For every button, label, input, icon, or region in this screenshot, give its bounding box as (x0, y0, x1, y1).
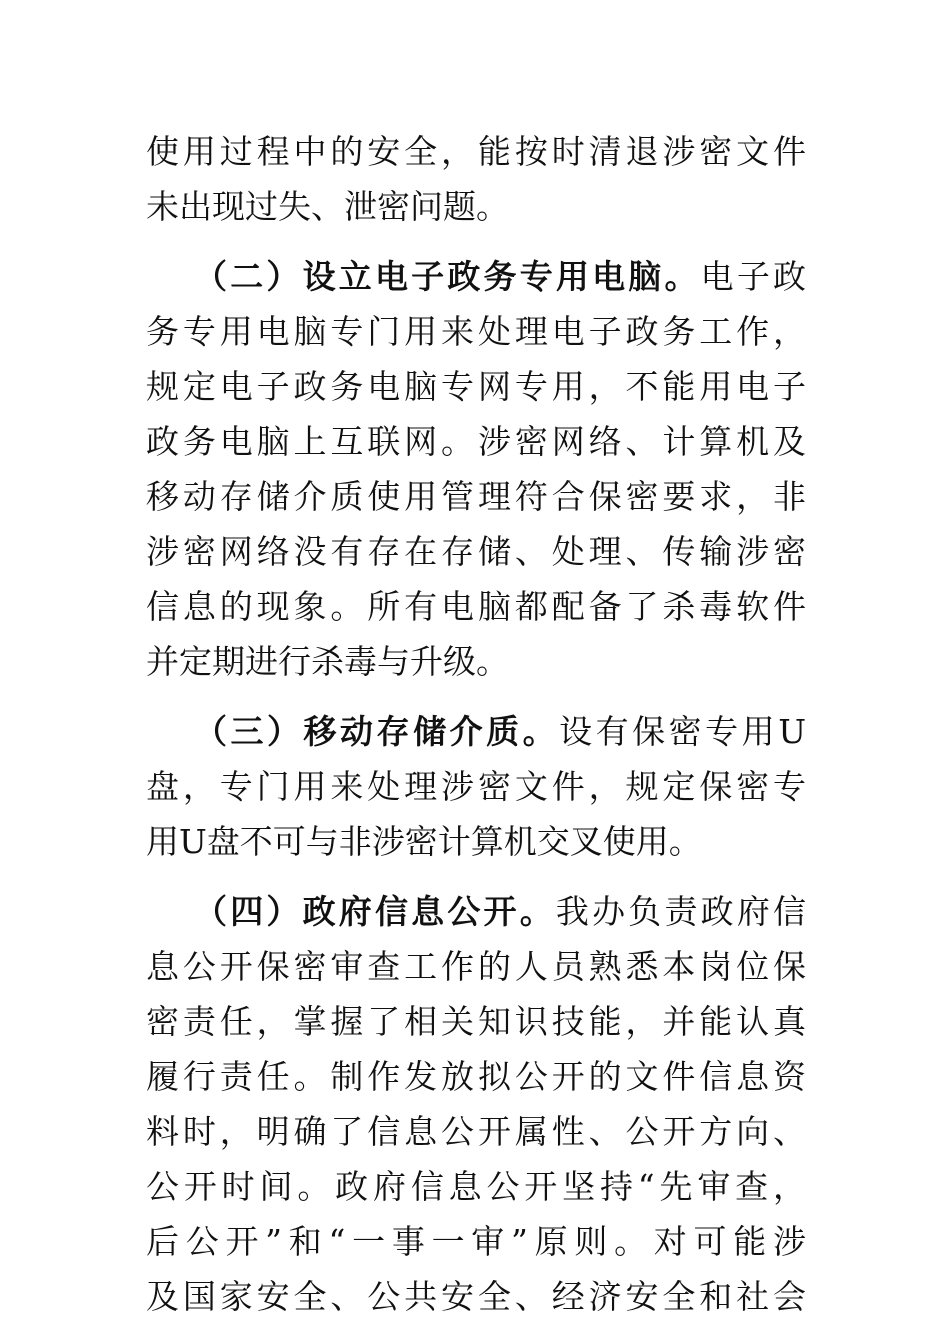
text-span: 设有保密专用U (559, 712, 806, 751)
text-line: 未出现过失、泄密问题。 (146, 187, 509, 226)
paragraph-first-line (146, 884, 806, 939)
text-line: 公开时间。政府信息公开坚持“先审查， (146, 1167, 806, 1206)
paragraph-info-disclosure (146, 884, 806, 1324)
text-line: 政务电脑上互联网。涉密网络、计算机及 (146, 422, 806, 461)
section-heading: （四）政府信息公开。 (194, 892, 556, 931)
text-line: 盘，专门用来处理涉密文件，规定保密专 (146, 767, 806, 806)
text-line: 及国家安全、公共安全、经济安全和社会 (146, 1277, 806, 1316)
paragraph-computers (146, 249, 806, 689)
document-page (146, 124, 806, 1324)
paragraph-first-line (146, 704, 806, 759)
paragraph-continuation (146, 124, 806, 234)
text-line: 履行责任。制作发放拟公开的文件信息资 (146, 1057, 806, 1096)
paragraph-storage-media (146, 704, 806, 869)
text-line: 使用过程中的安全，能按时清退涉密文件 (146, 132, 806, 171)
text-span: 电子政 (700, 257, 806, 296)
text-line: 密责任，掌握了相关知识技能，并能认真 (146, 1002, 806, 1041)
paragraph-first-line (146, 249, 806, 304)
text-span: 我办负责政府信 (555, 892, 806, 931)
text-line: 信息的现象。所有电脑都配备了杀毒软件 (146, 587, 806, 626)
text-line: 料时，明确了信息公开属性、公开方向、 (146, 1112, 806, 1151)
section-heading: （三）移动存储介质。 (194, 712, 560, 751)
text-line: 用U盘不可与非涉密计算机交叉使用。 (146, 822, 702, 861)
text-line: 规定电子政务电脑专网专用，不能用电子 (146, 367, 806, 406)
section-heading: （二）设立电子政务专用电脑。 (194, 257, 701, 296)
text-line: 并定期进行杀毒与升级。 (146, 642, 509, 681)
text-line: 息公开保密审查工作的人员熟悉本岗位保 (146, 947, 806, 986)
text-line: 移动存储介质使用管理符合保密要求，非 (146, 477, 806, 516)
text-line: 涉密网络没有存在存储、处理、传输涉密 (146, 532, 806, 571)
text-line: 后公开”和“一事一审”原则。对可能涉 (146, 1222, 806, 1261)
text-line: 务专用电脑专门用来处理电子政务工作， (146, 312, 806, 351)
